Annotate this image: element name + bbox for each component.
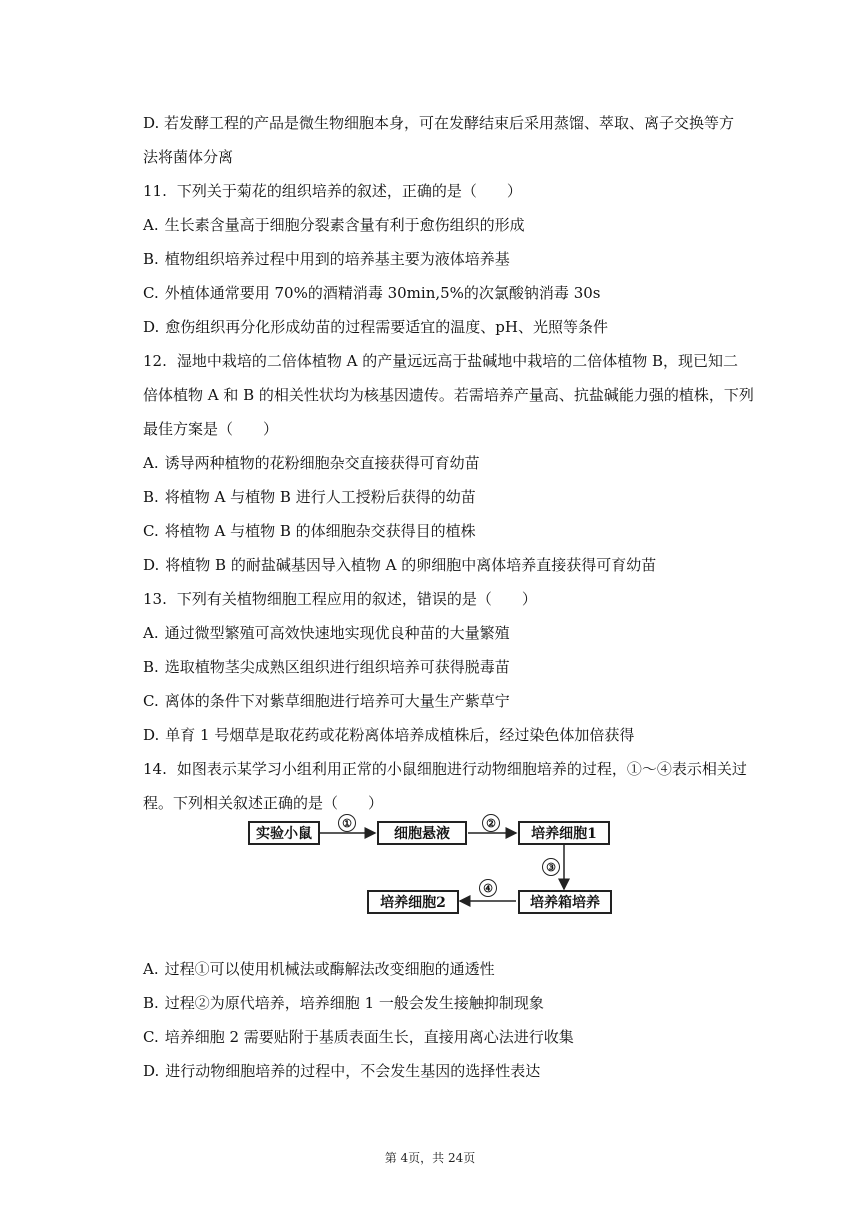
option-key: C. bbox=[143, 522, 159, 540]
cell-culture-flow-diagram bbox=[248, 814, 618, 916]
q10-option-d-line1: D. 若发酵工程的产品是微生物细胞本身，可在发酵结束后采用蒸馏、萃取、离子交换等方 bbox=[143, 114, 735, 132]
box-cell-suspension: 细胞悬液 bbox=[377, 821, 467, 845]
option-text: 通过微型繁殖可高效快速地实现优良种苗的大量繁殖 bbox=[164, 624, 510, 642]
q14-option-b bbox=[143, 993, 544, 1013]
option-text: 单育 1 号烟草是取花药或花粉离体培养成植株后，经过染色体加倍获得 bbox=[165, 726, 635, 744]
option-key: D. bbox=[143, 1062, 160, 1080]
option-key: C. bbox=[143, 1028, 159, 1046]
box-cultured-cells-2: 培养细胞2 bbox=[367, 890, 459, 914]
option-key: A. bbox=[143, 454, 159, 472]
option-key: B. bbox=[143, 994, 159, 1012]
option-text: 进行动物细胞培养的过程中，不会发生基因的选择性表达 bbox=[165, 1062, 541, 1080]
question-stem: 下列关于菊花的组织培养的叙述，正确的是（ ） bbox=[176, 182, 522, 200]
option-key: A. bbox=[143, 960, 159, 978]
step-1-marker: ① bbox=[338, 814, 356, 832]
option-key: B. bbox=[143, 250, 159, 268]
option-text: 选取植物茎尖成熟区组织进行组织培养可获得脱毒苗 bbox=[164, 658, 510, 676]
q10-option-d-line2: 法将菌体分离 bbox=[143, 148, 234, 166]
page-footer: 第 4页，共 24页 bbox=[384, 1151, 476, 1165]
option-text: 将植物 B 的耐盐碱基因导入植物 A 的卵细胞中离体培养直接获得可育幼苗 bbox=[165, 556, 657, 574]
q14-option-c bbox=[143, 1027, 574, 1047]
option-text: 培养细胞 2 需要贴附于基质表面生长，直接用离心法进行收集 bbox=[164, 1028, 574, 1046]
q11-option-d bbox=[143, 317, 608, 337]
q13-stem bbox=[143, 589, 537, 609]
option-text: 离体的条件下对紫草细胞进行培养可大量生产紫草宁 bbox=[164, 692, 510, 710]
option-key: D. bbox=[143, 318, 160, 336]
option-text: 愈伤组织再分化形成幼苗的过程需要适宜的温度、pH、光照等条件 bbox=[165, 318, 608, 336]
option-key: D. bbox=[143, 556, 160, 574]
option-text: 植物组织培养过程中用到的培养基主要为液体培养基 bbox=[164, 250, 510, 268]
q14-stem-line2: 程。下列相关叙述正确的是（ ） bbox=[143, 794, 384, 812]
option-key: B. bbox=[143, 658, 159, 676]
step-2-marker: ② bbox=[482, 814, 500, 832]
q12-stem-line3: 最佳方案是（ ） bbox=[143, 420, 279, 438]
q14-stem-line1 bbox=[143, 759, 747, 779]
question-number: 12. bbox=[143, 352, 167, 370]
box-experimental-mouse: 实验小鼠 bbox=[248, 821, 320, 845]
q13-option-d bbox=[143, 725, 634, 745]
q14-option-a bbox=[143, 959, 495, 979]
box-incubator-culture: 培养箱培养 bbox=[518, 890, 612, 914]
option-text: 诱导两种植物的花粉细胞杂交直接获得可育幼苗 bbox=[164, 454, 480, 472]
option-text: 外植体通常要用 70%的酒精消毒 30min,5%的次氯酸钠消毒 30s bbox=[164, 284, 601, 302]
question-stem: 湿地中栽培的二倍体植物 A 的产量远远高于盐碱地中栽培的二倍体植物 B，现已知二 bbox=[176, 352, 739, 370]
option-text: 将植物 A 与植物 B 进行人工授粉后获得的幼苗 bbox=[164, 488, 476, 506]
option-key: C. bbox=[143, 284, 159, 302]
q12-stem-line1 bbox=[143, 351, 738, 371]
box-cultured-cells-1: 培养细胞1 bbox=[518, 821, 610, 845]
q12-option-b bbox=[143, 487, 476, 507]
q14-option-d bbox=[143, 1061, 540, 1081]
q13-option-b bbox=[143, 657, 510, 677]
option-text: 过程②为原代培养，培养细胞 1 一般会发生接触抑制现象 bbox=[164, 994, 544, 1012]
q12-option-a bbox=[143, 453, 480, 473]
step-3-marker: ③ bbox=[542, 858, 560, 876]
q12-option-c bbox=[143, 521, 476, 541]
step-4-marker: ④ bbox=[479, 879, 497, 897]
option-text: 过程①可以使用机械法或酶解法改变细胞的通透性 bbox=[164, 960, 495, 978]
question-stem: 如图表示某学习小组利用正常的小鼠细胞进行动物细胞培养的过程，①～④表示相关过 bbox=[176, 760, 747, 778]
option-key: B. bbox=[143, 488, 159, 506]
q11-option-b bbox=[143, 249, 510, 269]
q11-stem bbox=[143, 181, 522, 201]
q12-option-d bbox=[143, 555, 656, 575]
question-number: 14. bbox=[143, 760, 167, 778]
option-key: D. bbox=[143, 726, 160, 744]
q12-stem-line2: 倍体植物 A 和 B 的相关性状均为核基因遗传。若需培养产量高、抗盐碱能力强的植株，下列 bbox=[143, 386, 754, 404]
q13-option-c bbox=[143, 691, 510, 711]
q11-option-a bbox=[143, 215, 525, 235]
option-key: C. bbox=[143, 692, 159, 710]
option-text: 生长素含量高于细胞分裂素含量有利于愈伤组织的形成 bbox=[164, 216, 525, 234]
option-text: 将植物 A 与植物 B 的体细胞杂交获得目的植株 bbox=[164, 522, 476, 540]
question-number: 13. bbox=[143, 590, 167, 608]
q13-option-a bbox=[143, 623, 510, 643]
question-stem: 下列有关植物细胞工程应用的叙述，错误的是（ ） bbox=[176, 590, 537, 608]
option-key: A. bbox=[143, 624, 159, 642]
question-number: 11. bbox=[143, 182, 167, 200]
option-key: A. bbox=[143, 216, 159, 234]
q11-option-c bbox=[143, 283, 600, 303]
